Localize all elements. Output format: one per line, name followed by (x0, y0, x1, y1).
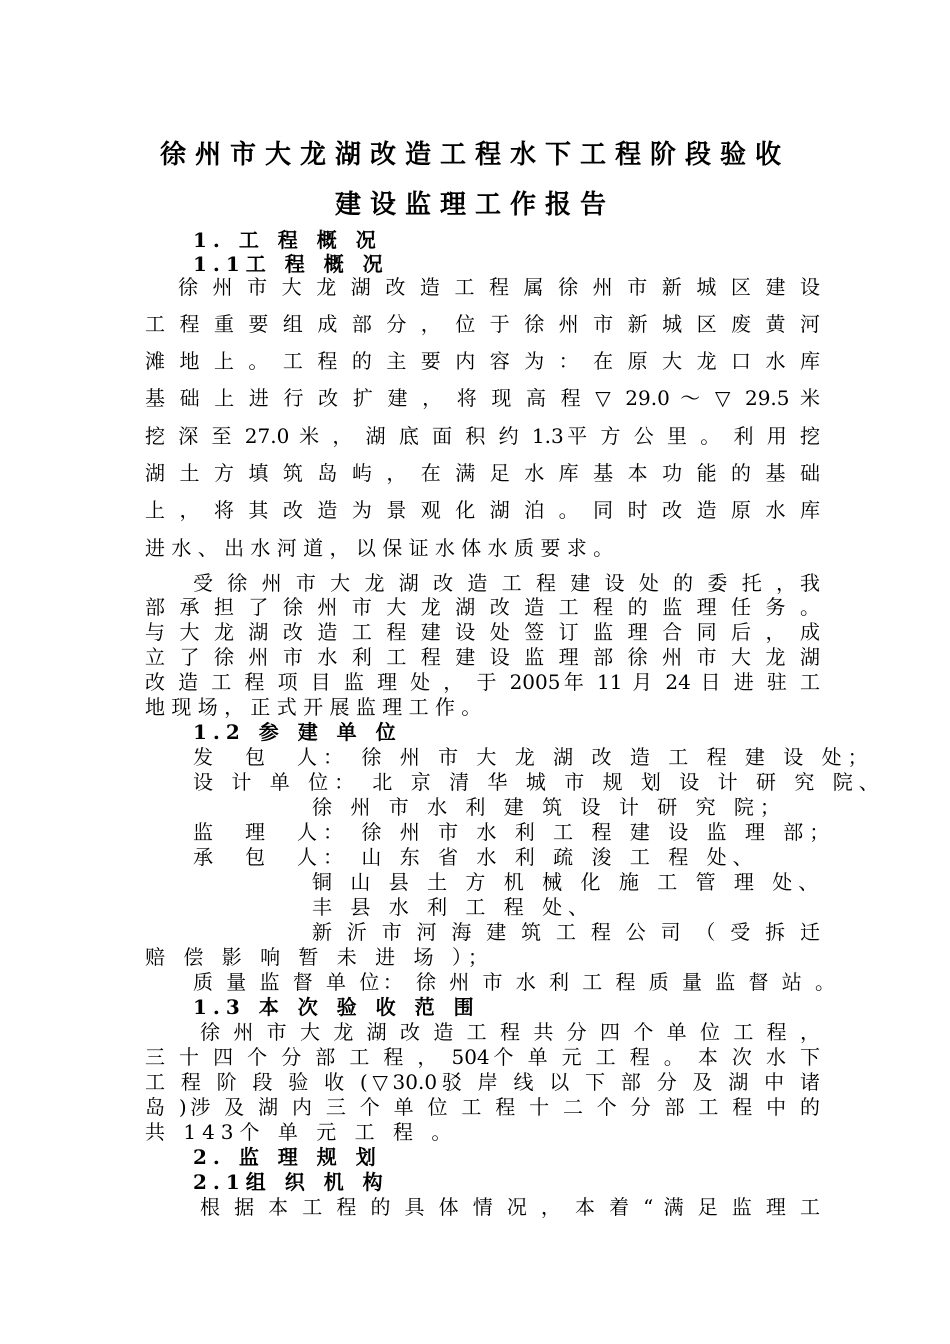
paragraph-line: 湖 土 方 填 筑 岛 屿 ， 在 满 足 水 库 基 本 功 能 的 基 础 (145, 461, 820, 485)
paragraph-line: 工 程 重 要 组 成 部 分 ， 位 于 徐 州 市 新 城 区 废 黄 河 (145, 312, 820, 336)
paragraph-line: 基 础 上 进 行 改 扩 建 ， 将 现 高 程 ▽ 29.0 ～ ▽ 29.5 米 (145, 386, 820, 410)
unit-supervisor: 监 理 人： 徐 州 市 水 利 工 程 建 设 监 理 部； (193, 820, 836, 844)
paragraph-line: 挖 深 至 27.0 米 ， 湖 底 面 积 约 1.3平 方 公 里 。 利 用 挖 (145, 424, 820, 448)
unit-contractor: 承 包 人： 山 东 省 水 利 疏 浚 工 程 处、 (193, 845, 759, 869)
paragraph-line: 与 大 龙 湖 改 造 工 程 建 设 处 签 订 监 理 合 同 后 ， 成 (145, 620, 820, 644)
unit-designer: 设 计 单 位： 北 京 清 华 城 市 规 划 设 计 研 究 院、 (193, 770, 885, 794)
paragraph-line: 徐 州 市 大 龙 湖 改 造 工 程 属 徐 州 市 新 城 区 建 设 (178, 275, 820, 299)
unit-employer: 发 包 人： 徐 州 市 大 龙 湖 改 造 工 程 建 设 处； (193, 745, 874, 769)
paragraph-line: 三 十 四 个 分 部 工 程 ， 504个 单 元 工 程 。 本 次 水 下 (145, 1045, 820, 1069)
paragraph-line: 部 承 担 了 徐 州 市 大 龙 湖 改 造 工 程 的 监 理 任 务 。 (145, 595, 820, 619)
unit-contractor-4: 新 沂 市 河 海 建 筑 工 程 公 司 （ 受 拆 迁 (312, 920, 820, 944)
heading-2-1: 2.1组 织 机 构 (193, 1170, 389, 1194)
heading-1-3: 1.3 本 次 验 收 范 围 (193, 995, 480, 1019)
heading-2: 2. 监 理 规 划 (193, 1145, 382, 1169)
paragraph-line: 改 造 工 程 项 目 监 理 处 ， 于 2005年 11 月 24 日 进 驻 工 (145, 670, 820, 694)
paragraph-line: 上 ， 将 其 改 造 为 景 观 化 湖 泊 。 同 时 改 造 原 水 库 (145, 498, 820, 522)
unit-contractor-4-cont: 赔 偿 影 响 暂 未 进 场 ）； (145, 945, 494, 969)
paragraph-line: 受 徐 州 市 大 龙 湖 改 造 工 程 建 设 处 的 委 托 ，我 (193, 571, 820, 595)
unit-contractor-3: 丰 县 水 利 工 程 处、 (312, 895, 595, 919)
heading-1-2: 1.2 参 建 单 位 (193, 720, 402, 744)
report-title-line2: 建设监理工作报告 (334, 190, 615, 220)
heading-1-1: 1.1工 程 概 况 (193, 252, 389, 276)
unit-quality: 质 量 监 督 单 位： 徐 州 市 水 利 工 程 质 量 监 督 站 。 (193, 970, 835, 994)
paragraph-line: 工 程 阶 段 验 收 (▽30.0驳 岸 线 以 下 部 分 及 湖 中 诸 (145, 1070, 820, 1094)
unit-contractor-2: 铜 山 县 土 方 机 械 化 施 工 管 理 处、 (312, 870, 825, 894)
paragraph-line: 根 据 本 工 程 的 具 体 情 况 ， 本 着 “ 满 足 监 理 工 (200, 1195, 820, 1219)
paragraph-line: 地 现 场 ， 正 式 开 展 监 理 工 作 。 (145, 695, 482, 719)
unit-designer-2: 徐 州 市 水 利 建 筑 设 计 研 究 院； (312, 795, 786, 819)
paragraph-line: 滩 地 上 。 工 程 的 主 要 内 容 为 ： 在 原 大 龙 口 水 库 (145, 349, 820, 373)
paragraph-line: 立 了 徐 州 市 水 利 工 程 建 设 监 理 部 徐 州 市 大 龙 湖 (145, 645, 820, 669)
report-title-line1: 徐州市大龙湖改造工程水下工程阶段验收 (159, 140, 790, 170)
paragraph-line: 共 143个 单 元 工 程 。 (145, 1120, 458, 1144)
heading-1: 1. 工 程 概 况 (193, 228, 382, 252)
paragraph-line: 进 水 、 出 水 河 道 ， 以 保 证 水 体 水 质 要 求 。 (145, 536, 614, 560)
paragraph-line: 岛 )涉 及 湖 内 三 个 单 位 工 程 十 二 个 分 部 工 程 中 的 (145, 1095, 820, 1119)
paragraph-line: 徐 州 市 大 龙 湖 改 造 工 程 共 分 四 个 单 位 工 程 ， (200, 1020, 820, 1044)
